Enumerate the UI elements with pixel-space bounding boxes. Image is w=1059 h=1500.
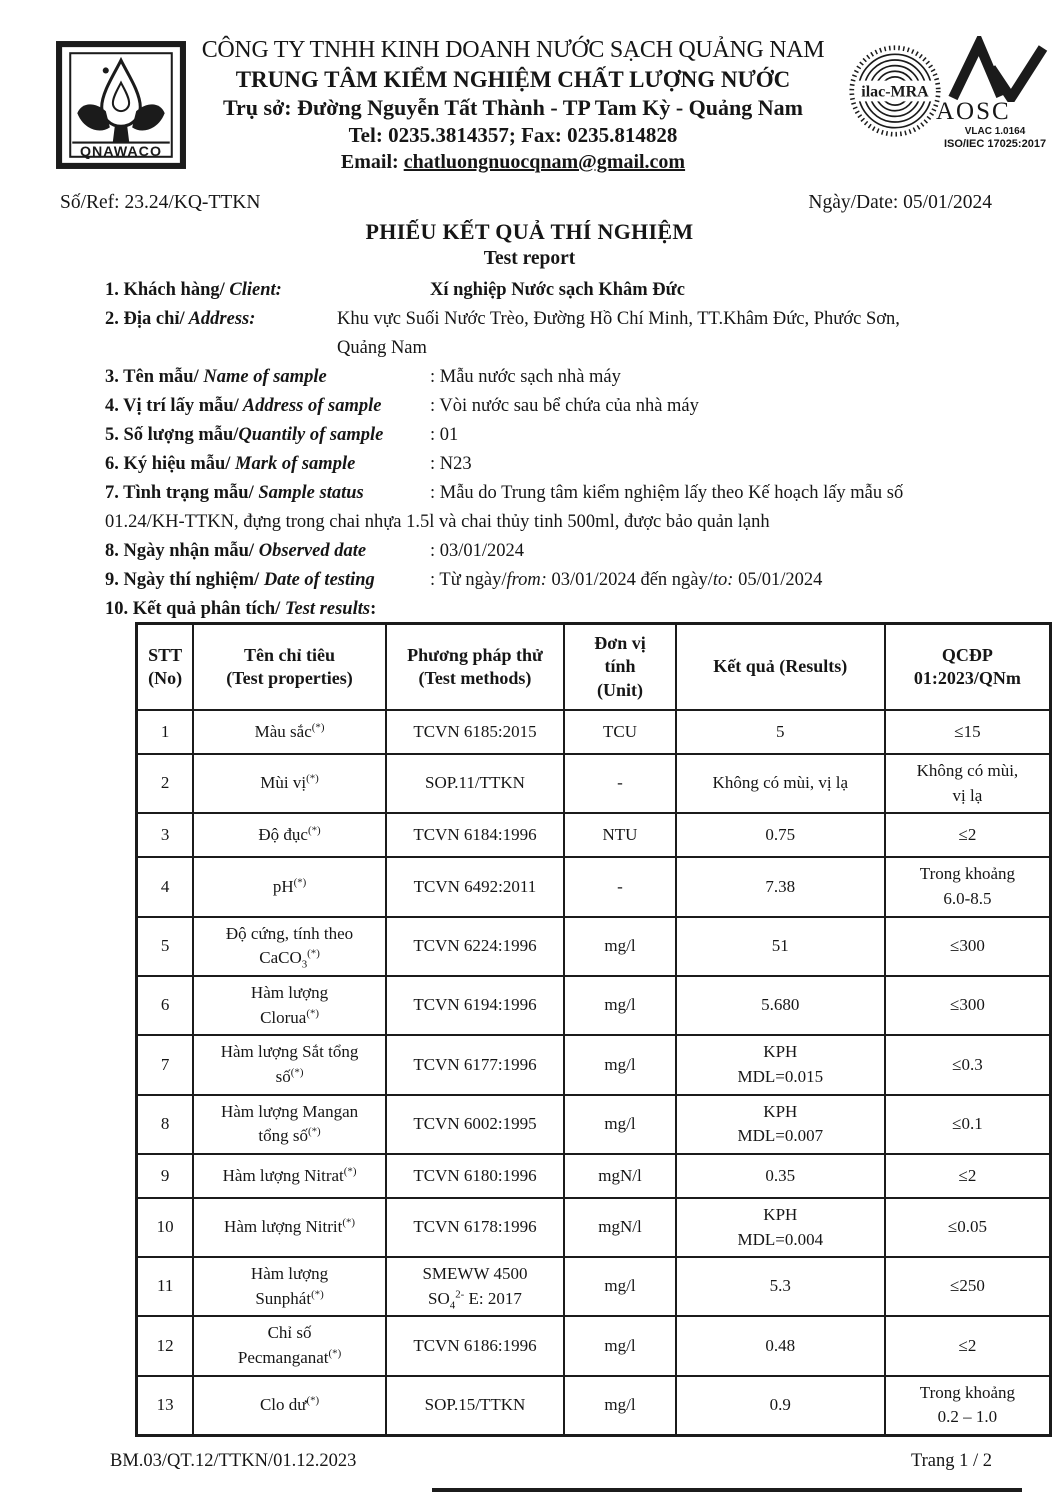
stt-cell: 3 [137, 813, 194, 857]
page-footer [110, 1451, 992, 1472]
result-cell: 5 [676, 710, 885, 754]
property-cell: Hàm lượng Sunphát(*) [193, 1257, 385, 1316]
unit-cell: - [564, 857, 676, 916]
qnawaco-logo [55, 40, 187, 170]
qnawaco-logo-label: QNAWACO [79, 143, 163, 160]
from-label: from: [506, 570, 547, 590]
unit-cell: mgN/l [564, 1198, 676, 1257]
sample-mark-value: : N23 [430, 454, 472, 474]
ilac-mra-logo [848, 44, 942, 138]
sample-mark-label-en: Mark of sample [230, 454, 356, 474]
unit-cell: mg/l [564, 1095, 676, 1154]
report-subtitle: Test report [483, 248, 576, 269]
result-cell: Không có mùi, vị lạ [676, 754, 885, 813]
method-cell: TCVN 6002:1995 [386, 1095, 564, 1154]
limit-cell: ≤2 [885, 1154, 1051, 1198]
info-sample-status [60, 479, 1015, 537]
info-sample-quantity [60, 421, 1015, 450]
property-cell: pH(*) [193, 857, 385, 916]
sample-quantity-value: : 01 [430, 425, 459, 445]
property-cell: Hàm lượng Mangan tổng số(*) [193, 1095, 385, 1154]
client-label-en: Client: [224, 280, 282, 300]
tel-fax: Tel: 0235.3814357; Fax: 0235.814828 [348, 123, 678, 147]
observed-date-label: 8. Ngày nhận mẫu/ [105, 541, 255, 561]
address-value-line1: Khu vực Suối Nước Trèo, Đường Hồ Chí Minh, TT.Khâm Đức, Phước Sơn, [337, 309, 900, 329]
unit-cell: NTU [564, 813, 676, 857]
property-cell: Độ đục(*) [193, 813, 385, 857]
email-line [183, 149, 843, 176]
table-row [137, 917, 1051, 976]
result-cell: 5.3 [676, 1257, 885, 1316]
stt-cell: 8 [137, 1095, 194, 1154]
method-cell: TCVN 6186:1996 [386, 1316, 564, 1375]
col-header-unit: Đơn vị tính (Unit) [564, 624, 676, 711]
info-test-results-heading [60, 595, 1015, 624]
table-row [137, 1095, 1051, 1154]
col-header-limit: QCĐP 01:2023/QNm [885, 624, 1051, 711]
method-cell: TCVN 6194:1996 [386, 976, 564, 1035]
to-label: to: [712, 570, 734, 590]
stt-cell: 10 [137, 1198, 194, 1257]
ref-number: Số/Ref: 23.24/KQ-TTKN [60, 192, 261, 213]
unit-cell: mg/l [564, 1376, 676, 1436]
stt-cell: 1 [137, 710, 194, 754]
method-cell: TCVN 6185:2015 [386, 710, 564, 754]
test-results-label: 10. Kết quả phân tích/ [105, 599, 281, 619]
unit-cell: mg/l [564, 1035, 676, 1094]
unit-cell: mg/l [564, 917, 676, 976]
sample-status-value-line2: 01.24/KH-TTKN, đựng trong chai nhựa 1.5l và chai thủy tinh 500ml, được bảo quản lạnh [105, 512, 770, 532]
email-address: chatluongnuocqnam@gmail.com [403, 151, 686, 173]
property-cell: Chỉ số Pecmanganat(*) [193, 1316, 385, 1375]
letterhead [183, 36, 843, 176]
limit-cell: ≤300 [885, 917, 1051, 976]
property-cell: Màu sắc(*) [193, 710, 385, 754]
report-title: PHIẾU KẾT QUẢ THÍ NGHIỆM [365, 219, 694, 244]
table-row [137, 1376, 1051, 1436]
table-row [137, 976, 1051, 1035]
observed-date-value: : 03/01/2024 [430, 541, 525, 561]
limit-cell: ≤2 [885, 1316, 1051, 1375]
property-cell: Hàm lượng Sắt tổng số(*) [193, 1035, 385, 1094]
center-name: TRUNG TÂM KIỂM NGHIỆM CHẤT LƯỢNG NƯỚC [235, 67, 791, 92]
company-name: CÔNG TY TNHH KINH DOANH NƯỚC SẠCH QUẢNG NAM [201, 37, 825, 63]
table-row [137, 1257, 1051, 1316]
qnawaco-emblem-icon [55, 40, 187, 170]
unit-cell: - [564, 754, 676, 813]
address-label: 2. Địa chỉ/ [105, 309, 185, 329]
table-row [137, 1035, 1051, 1094]
col-header-method: Phương pháp thử (Test methods) [386, 624, 564, 711]
table-row [137, 857, 1051, 916]
table-row [137, 1316, 1051, 1375]
stt-cell: 12 [137, 1316, 194, 1375]
unit-cell: mgN/l [564, 1154, 676, 1198]
result-cell: 51 [676, 917, 885, 976]
property-cell: Hàm lượng Clorua(*) [193, 976, 385, 1035]
method-cell: SOP.11/TTKN [386, 754, 564, 813]
result-cell: 0.9 [676, 1376, 885, 1436]
info-sample-address [60, 392, 1015, 421]
info-observed-date [60, 537, 1015, 566]
col-header-stt: STT (No) [137, 624, 194, 711]
limit-cell: ≤2 [885, 813, 1051, 857]
method-cell: TCVN 6180:1996 [386, 1154, 564, 1198]
stt-cell: 5 [137, 917, 194, 976]
method-cell: SMEWW 4500 $SO_4^{2-}$ E: 2017 [386, 1257, 564, 1316]
result-cell: 0.75 [676, 813, 885, 857]
aosc-iso-standard: ISO/IEC 17025:2017 [943, 138, 1047, 150]
aosc-cert-number: VLAC 1.0164 [964, 126, 1026, 137]
unit-cell: TCU [564, 710, 676, 754]
unit-cell: mg/l [564, 976, 676, 1035]
sample-address-label: 4. Vị trí lấy mẫu/ [105, 396, 239, 416]
property-cell: Hàm lượng Nitrit(*) [193, 1198, 385, 1257]
info-sample-mark [60, 450, 1015, 479]
method-cell: TCVN 6178:1996 [386, 1198, 564, 1257]
method-cell: TCVN 6224:1996 [386, 917, 564, 976]
unit-cell: mg/l [564, 1257, 676, 1316]
aosc-label: AOSC [936, 98, 1011, 125]
result-cell: KPH MDL=0.004 [676, 1198, 885, 1257]
test-results-colon: : [370, 599, 377, 619]
sample-status-label: 7. Tình trạng mẫu/ [105, 483, 254, 503]
limit-cell: Trong khoảng 0.2 – 1.0 [885, 1376, 1051, 1436]
page-number: Trang 1 / 2 [910, 1451, 992, 1471]
stt-cell: 11 [137, 1257, 194, 1316]
result-cell: KPH MDL=0.015 [676, 1035, 885, 1094]
sample-status-label-en: Sample status [253, 483, 364, 503]
stt-cell: 4 [137, 857, 194, 916]
results-table [135, 622, 1052, 1437]
sample-name-label: 3. Tên mẫu/ [105, 367, 199, 387]
info-address [60, 305, 1015, 363]
stt-cell: 6 [137, 976, 194, 1035]
email-label: Email: [340, 151, 404, 173]
table-row [137, 813, 1051, 857]
property-cell: Clo dư(*) [193, 1376, 385, 1436]
table-row [137, 1154, 1051, 1198]
table-row [137, 754, 1051, 813]
stt-cell: 7 [137, 1035, 194, 1094]
stt-cell: 9 [137, 1154, 194, 1198]
info-client [60, 276, 1015, 305]
sample-quantity-label-en: Quantily of sample [238, 425, 384, 445]
testing-date-label-en: Date of testing [259, 570, 375, 590]
aosc-logo [932, 36, 1058, 151]
results-table-body [137, 710, 1051, 1435]
address-value-line2: Quảng Nam [337, 338, 427, 358]
result-cell: KPH MDL=0.007 [676, 1095, 885, 1154]
limit-cell: Không có mùi, vị lạ [885, 754, 1051, 813]
stt-cell: 2 [137, 754, 194, 813]
client-value: Xí nghiệp Nước sạch Khâm Đức [430, 280, 685, 300]
property-cell: Mùi vị(*) [193, 754, 385, 813]
sample-status-value-line1: : Mẫu do Trung tâm kiểm nghiệm lấy theo Kế hoạch lấy mẫu số [430, 483, 904, 503]
ilac-mra-icon [848, 44, 942, 138]
table-row [137, 1198, 1051, 1257]
address-value [337, 305, 1015, 363]
address-label-en: Address: [184, 309, 256, 329]
limit-cell: ≤300 [885, 976, 1051, 1035]
method-cell: TCVN 6177:1996 [386, 1035, 564, 1094]
col-header-property: Tên chỉ tiêu (Test properties) [193, 624, 385, 711]
aosc-check-icon [935, 36, 1055, 102]
unit-cell: mg/l [564, 1316, 676, 1375]
property-cell: Độ cứng, tính theo CaCO$_3$(*) [193, 917, 385, 976]
sample-quantity-label: 5. Số lượng mẫu/ [105, 425, 239, 445]
result-cell: 0.35 [676, 1154, 885, 1198]
method-cell: TCVN 6184:1996 [386, 813, 564, 857]
col-header-result: Kết quả (Results) [676, 624, 885, 711]
property-cell: Hàm lượng Nitrat(*) [193, 1154, 385, 1198]
client-label: 1. Khách hàng/ [105, 280, 225, 300]
scan-artifact-line [432, 1488, 1022, 1492]
method-cell: SOP.15/TTKN [386, 1376, 564, 1436]
info-sample-name [60, 363, 1015, 392]
sample-address-value: : Vòi nước sau bể chứa của nhà máy [430, 396, 699, 416]
method-cell: TCVN 6492:2011 [386, 857, 564, 916]
table-row [137, 710, 1051, 754]
head-office-address: Trụ sở: Đường Nguyễn Tất Thành - TP Tam Kỳ - Quảng Nam [223, 95, 803, 120]
limit-cell: ≤15 [885, 710, 1051, 754]
testing-date-label: 9. Ngày thí nghiệm/ [105, 570, 260, 590]
limit-cell: Trong khoảng 6.0-8.5 [885, 857, 1051, 916]
result-cell: 7.38 [676, 857, 885, 916]
info-testing-date [60, 566, 1015, 595]
ilac-mra-label: ilac-MRA [861, 83, 929, 101]
stt-cell: 13 [137, 1376, 194, 1436]
results-table-header [137, 624, 1051, 711]
form-code: BM.03/QT.12/TTKN/01.12.2023 [110, 1451, 357, 1471]
result-cell: 5.680 [676, 976, 885, 1035]
result-cell: 0.48 [676, 1316, 885, 1375]
sample-address-label-en: Address of sample [238, 396, 382, 416]
test-results-label-en: Test results [280, 599, 371, 619]
sample-name-label-en: Name of sample [198, 367, 327, 387]
meta-row [60, 192, 992, 214]
limit-cell: ≤0.3 [885, 1035, 1051, 1094]
sample-info-list [60, 276, 1015, 624]
testing-date-value: : Từ ngày/from: 03/01/2024 đến ngày/to: 05/01/2024 [430, 570, 823, 590]
sample-name-value: : Mẫu nước sạch nhà máy [430, 367, 621, 387]
observed-date-label-en: Observed date [254, 541, 367, 561]
limit-cell: ≤0.1 [885, 1095, 1051, 1154]
sample-mark-label: 6. Ký hiệu mẫu/ [105, 454, 231, 474]
report-date: Ngày/Date: 05/01/2024 [808, 192, 992, 213]
header-row [137, 624, 1051, 711]
limit-cell: ≤250 [885, 1257, 1051, 1316]
limit-cell: ≤0.05 [885, 1198, 1051, 1257]
